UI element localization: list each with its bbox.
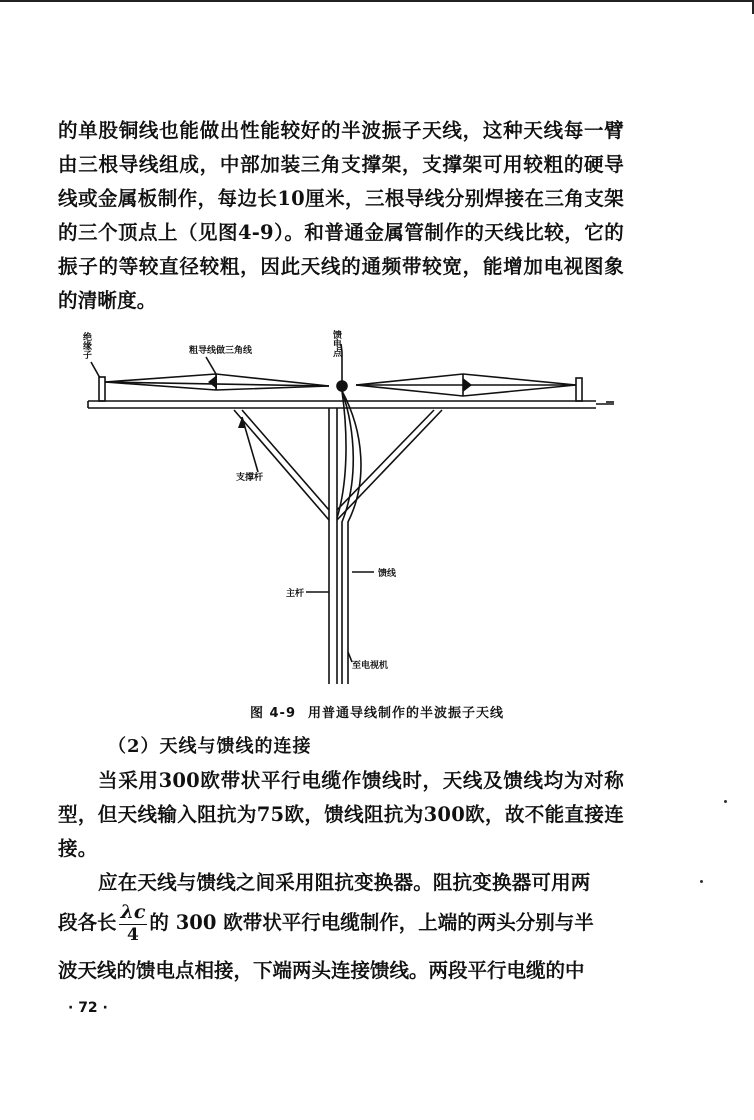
right-insulator-post [576, 378, 582, 401]
paragraph-transformer-line2 [58, 898, 628, 948]
paragraph-intro: 的单股铜线也能做出性能较好的半波振子天线，这种天线每一臂由三根导线组成，中部加装三角支撑架，支撑架可用较粗的硬导线或金属板制作，每边长10厘米，三根导线分别焊接在三角支架的三个顶点上（见图4-9）。和普通金属管制作的天线比较，它的振子的等较直径较粗，因此天线的通频带较宽，能增加电视图象的清晰度。 [58, 119, 624, 312]
label-insulator: 绝缘子 [81, 332, 91, 359]
feedpoint-dot [337, 381, 347, 391]
section-heading: （2）天线与馈线的连接 [108, 736, 312, 757]
page-number: · 72 · [68, 1000, 108, 1016]
scan-speck [724, 800, 727, 803]
figure-caption [0, 702, 754, 721]
label-feedpoint: 馈电点 [331, 330, 341, 357]
caption-text: 用普通导线制作的半波振子天线 [308, 706, 505, 721]
label-mast: 主杆 [286, 589, 305, 599]
left-strut-a [234, 410, 329, 520]
antenna-figure [81, 322, 626, 692]
fraction-numerator: λc [120, 901, 146, 923]
left-triangle-support [208, 375, 217, 389]
caption-figure-number: 图 4-9 [249, 706, 296, 721]
label-feeder: 馈线 [378, 569, 397, 579]
antenna-diagram [81, 322, 626, 692]
line2-prefix: 段各长 [58, 911, 117, 934]
scan-speck [700, 880, 703, 883]
paragraph-transformer-line3: 波天线的馈电点相接，下端两头连接馈线。两段平行电缆的中 [58, 959, 585, 982]
paragraph-transformer-line1: 应在天线与馈线之间采用阻抗变换器。阻抗变换器可用两 [98, 871, 591, 894]
label-coax: 至电视机 [352, 661, 389, 671]
fraction-denominator: 4 [127, 925, 139, 945]
right-triangle-support [463, 378, 472, 392]
paragraph-feeder: 当采用300欧带状平行电缆作馈线时，天线及馈线均为对称型，但天线输入阻抗为75欧，馈线阻抗为300欧，故不能直接连接。 [58, 769, 624, 860]
label-support-rod: 支撑杆 [236, 473, 264, 483]
line2-suffix: 的 300 欧带状平行电缆制作，上端的两头分别与半 [149, 911, 594, 934]
left-insulator-post [99, 377, 105, 401]
quarter-wavelength-fraction [119, 903, 148, 944]
scan-top-border [0, 0, 754, 2]
label-triangle-wire: 粗导线做三角线 [189, 346, 253, 356]
